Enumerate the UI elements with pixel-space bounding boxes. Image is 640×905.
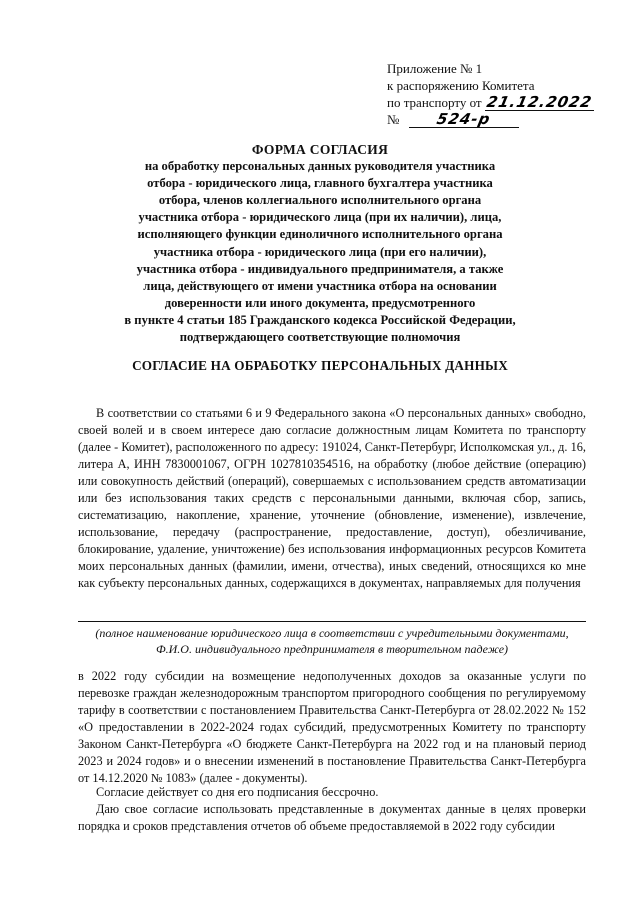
form-title-line: участника отбора - юридического лица (при его наличии), [153, 244, 487, 259]
appendix-line-1: Приложение № 1 [387, 61, 483, 76]
body-paragraph-4: Даю свое согласие использовать представленные в документах данные в целях проверки порядка и сроков представления отчетов об объеме предоставляемой в 2022 году субсидии [78, 802, 586, 833]
form-title-line: отбора, членов коллегиального исполнительного органа [158, 193, 482, 208]
body-paragraph-1: В соответствии со статьями 6 и 9 Федерального закона «О персональных данных» свободно, своей волей и в своем интересе даю согласие должностным лицам Комитета по транспорту (далее - Комитет), расположенного по адресу: 191024, Санкт-Петербург, Исполкомская ул., д. 16, литера А, ИНН 7830001067, ОГРН 1027810354516, на обработку (любое действие (операцию) или совокупность действий (операций), совершаемых с использованием средств автоматизации или без использования таких средств с персональными данными, включая сбор, запись, систематизацию, накопление, хранение, уточнение (обновление, изменение), извлечение, использование, передачу (распространение, предоставление, доступ), обезличивание, блокирование, удаление, уничтожение) без использования информационных ресурсов Комитета моих персональных данных (фамилии, имени, отчества), иных сведений, относящихся ко мне как субъекту персональных данных, содержащихся в документах, направляемых для получения [78, 406, 586, 590]
form-title-line: доверенности или иного документа, предусмотренного [164, 295, 476, 310]
form-title-line: на обработку персональных данных руководителя участника [144, 159, 496, 174]
appendix-line-4 [387, 111, 594, 128]
fill-in-line [78, 621, 586, 622]
appendix-block [387, 60, 594, 128]
body-paragraph-2: в 2022 году субсидии на возмещение недополученных доходов за оказанные услуги по перевозке граждан железнодорожным транспортом пригородного сообщения по регулируемому тарифу в соответствии с постановлением Правительства Санкт-Петербурга от 28.02.2022 № 152 «О предоставлении в 2022-2024 годах субсидий, предусмотренных Комитету по транспорту Законом Санкт-Петербурга «О бюджете Санкт-Петербурга на 2022 год и на плановый период 2023 и 2024 годов» и о внесении изменений в постановление Правительства Санкт-Петербурга от 14.12.2020 № 1083» (далее - документы). [78, 669, 586, 785]
form-title-line: участника отбора - юридического лица (при их наличии), лица, [138, 210, 502, 225]
appendix-number-field [409, 112, 519, 128]
appendix-line-3 [387, 94, 594, 111]
handwritten-number: 524-р [435, 110, 493, 128]
form-title-line: исполняющего функции единоличного исполнительного органа [137, 227, 503, 242]
fill-in-note: (полное наименование юридического лица в соответствии с учредительными документами, Ф.И.О. индивидуального предпринимателя в творительном падеже) [95, 626, 569, 656]
body-paragraph-3: Согласие действует со дня его подписания бессрочно. [96, 785, 379, 799]
form-title-heading: ФОРМА СОГЛАСИЯ [251, 142, 389, 157]
form-title-block [95, 141, 545, 346]
appendix-date-prefix: по транспорту от [387, 95, 482, 110]
handwritten-date: 21.12.2022 [485, 93, 594, 111]
form-title-line: отбора - юридического лица, главного бухгалтера участника [147, 176, 493, 191]
form-title-line: лица, действующего от имени участника отбора на основании [143, 278, 497, 293]
form-title-line: в пункте 4 статьи 185 Гражданского кодекса Российской Федерации, [124, 312, 516, 327]
form-title-line: участника отбора - индивидуального предпринимателя, а также [136, 261, 504, 276]
appendix-line-2: к распоряжению Комитета [387, 78, 535, 93]
appendix-number-prefix: № [387, 112, 400, 127]
form-title-line: подтверждающего соответствующие полномочия [179, 330, 461, 345]
consent-title: СОГЛАСИЕ НА ОБРАБОТКУ ПЕРСОНАЛЬНЫХ ДАННЫХ [132, 358, 508, 373]
appendix-date-field [485, 95, 594, 111]
